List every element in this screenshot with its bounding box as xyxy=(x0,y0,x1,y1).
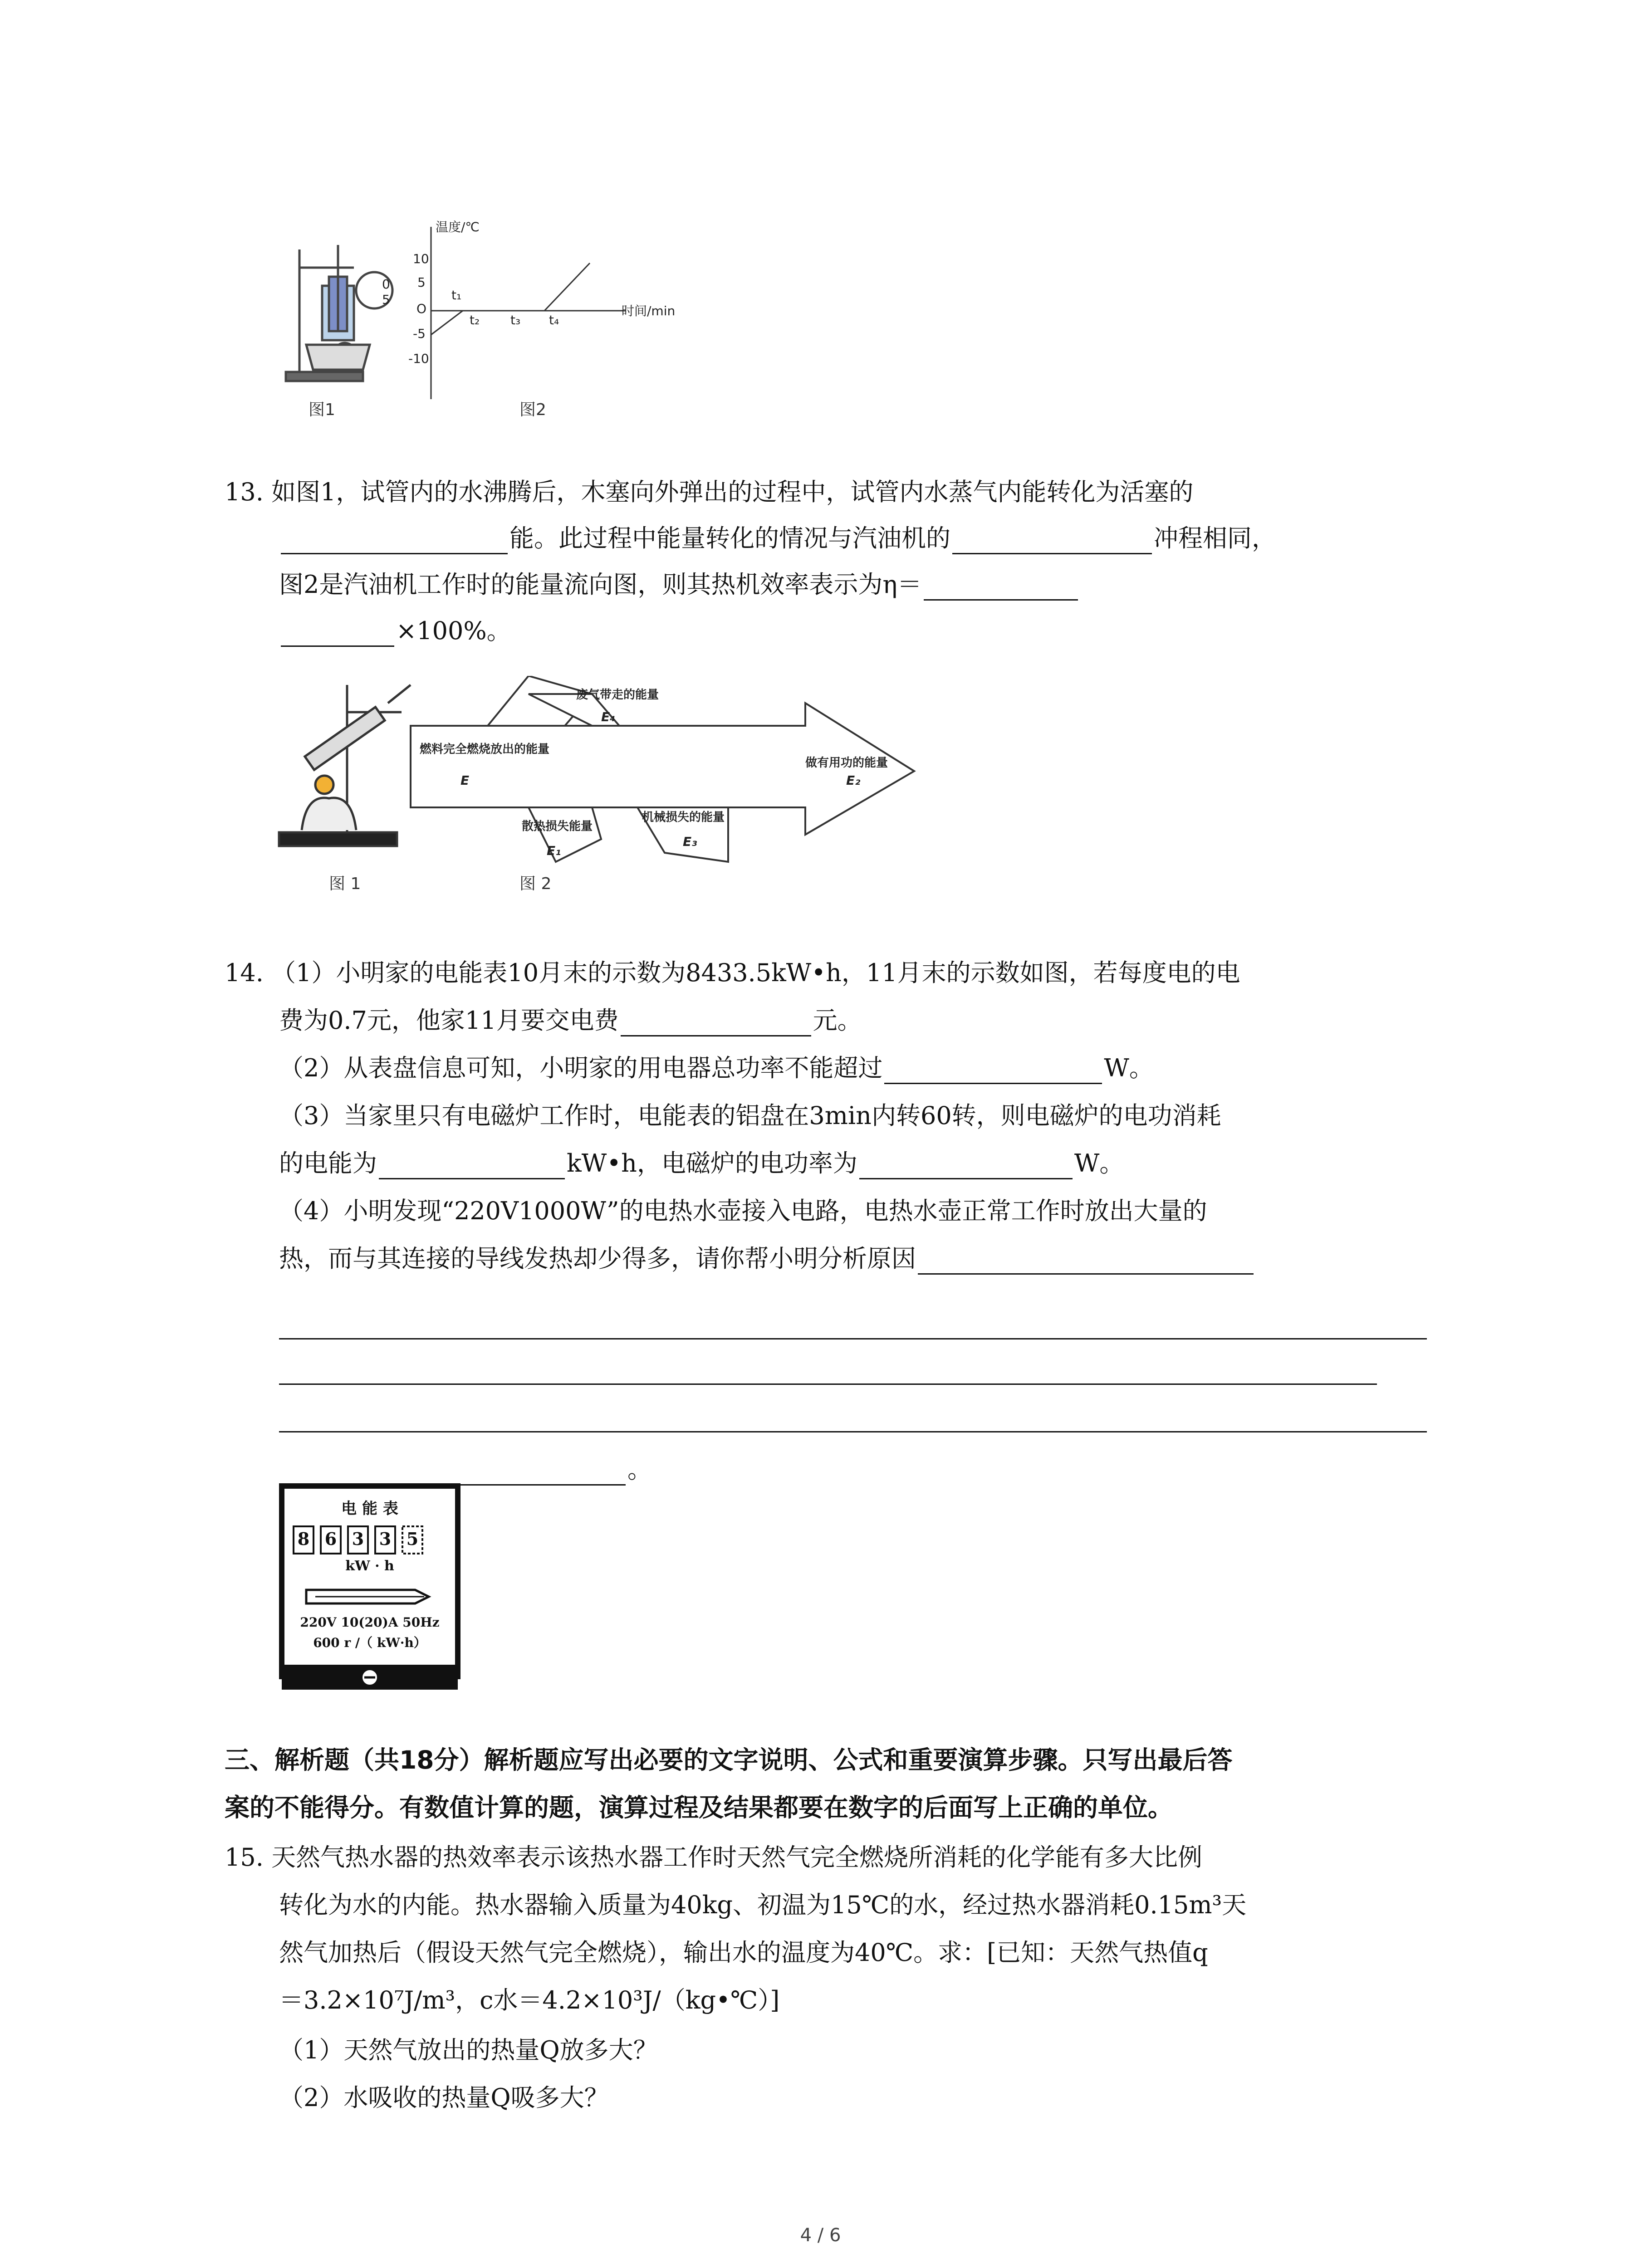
q14-text: （3）当家里只有电磁炉工作时，电能表的铝盘在3min内转60转，则电磁炉的电功消耗 xyxy=(279,1101,1221,1130)
answer-line[interactable] xyxy=(279,1431,1427,1432)
q14-line-3 xyxy=(279,1052,1154,1084)
energy-label: 燃料完全燃烧放出的能量 xyxy=(420,743,550,756)
answer-line[interactable] xyxy=(279,1383,1377,1385)
test-tube-apparatus-image xyxy=(279,685,411,846)
q13-line-1 xyxy=(225,476,1193,508)
answer-blank[interactable] xyxy=(281,620,394,647)
figure-caption: 图 2 xyxy=(519,875,552,893)
electricity-meter xyxy=(279,1483,460,1692)
t-label: t₃ xyxy=(510,313,521,327)
page-number: 4 / 6 xyxy=(800,2225,841,2246)
answer-blank[interactable] xyxy=(952,528,1152,554)
energy-symbol: E xyxy=(460,773,470,788)
y-tick: O xyxy=(416,301,427,316)
q15-text: ＝3.2×10⁷J/m³，c水＝4.2×10³J/（kg•℃）] xyxy=(279,1986,780,2014)
q13-text: 图2是汽油机工作时的能量流向图，则其热机效率表示为η＝ xyxy=(279,570,922,599)
meter-spec: 220V 10(20)A 50Hz xyxy=(300,1615,440,1630)
q13-line-4 xyxy=(279,615,511,647)
q13-figure xyxy=(274,676,923,903)
energy-label: 做有用功的能量 xyxy=(805,756,888,770)
question-number: 14. xyxy=(225,958,264,987)
energy-label: 废气带走的能量 xyxy=(576,688,659,702)
answer-blank[interactable] xyxy=(884,1057,1102,1084)
answer-blank[interactable] xyxy=(859,1153,1073,1179)
heating-apparatus-image xyxy=(286,245,392,381)
question-number: 13. xyxy=(225,478,264,506)
q14-text: 元。 xyxy=(813,1006,862,1035)
answer-blank[interactable] xyxy=(379,1153,565,1179)
section-heading: 三、解析题（共18分）解析题应写出必要的文字说明、公式和重要演算步骤。只写出最后答 xyxy=(225,1745,1233,1774)
q14-line-end xyxy=(279,1454,652,1486)
q15-text: 天然气热水器的热效率表示该热水器工作时天然气完全燃烧所消耗的化学能有多大比例 xyxy=(271,1843,1203,1872)
q14-text: 的电能为 xyxy=(279,1149,377,1178)
q13-line-2 xyxy=(279,523,1276,554)
q15-line-3 xyxy=(279,1937,1208,1969)
t-label: t₁ xyxy=(451,288,462,303)
q14-text: kW•h，电磁炉的电功率为 xyxy=(567,1149,857,1178)
figure-caption: 图 1 xyxy=(329,875,361,893)
q15-line-4 xyxy=(279,1984,779,2016)
meter-title: 电 能 表 xyxy=(341,1500,398,1518)
meter-unit: kW · h xyxy=(345,1558,394,1574)
top-figure xyxy=(272,209,817,422)
q14-text: 费为0.7元，他家11月要交电费 xyxy=(279,1006,619,1035)
q13-text: 如图1，试管内的水沸腾后，木塞向外弹出的过程中，试管内水蒸气内能转化为活塞的 xyxy=(271,478,1194,506)
energy-symbol: E₁ xyxy=(547,843,561,858)
answer-blank[interactable] xyxy=(281,1459,626,1486)
q14-text: W。 xyxy=(1074,1149,1124,1178)
q13-figure-drawing xyxy=(274,676,923,903)
energy-symbol: E₃ xyxy=(683,834,697,849)
answer-line[interactable] xyxy=(279,1338,1427,1339)
y-axis-label: 温度/℃ xyxy=(436,220,480,235)
figure-caption: 图1 xyxy=(309,401,335,419)
q14-line-2 xyxy=(279,1005,862,1036)
q13-line-3 xyxy=(279,569,1080,601)
meter-digit: 8 xyxy=(297,1529,310,1549)
svg-text:0: 0 xyxy=(382,277,390,292)
q14-text: 热，而与其连接的导线发热却少得多，请你帮小明分析原因 xyxy=(279,1244,916,1273)
answer-blank[interactable] xyxy=(621,1010,811,1036)
answer-blank[interactable] xyxy=(918,1248,1254,1275)
question-number: 15. xyxy=(225,1843,264,1872)
q14-text: （4）小明发现“220V1000W”的电热水壶接入电路，电热水壶正常工作时放出大量的 xyxy=(279,1197,1207,1225)
answer-blank[interactable] xyxy=(281,528,508,554)
y-tick: -10 xyxy=(408,351,429,366)
q14-text: 。 xyxy=(627,1455,652,1484)
svg-text:5: 5 xyxy=(382,292,390,307)
t-label: t₂ xyxy=(470,313,480,327)
q14-line-7 xyxy=(279,1243,1255,1275)
y-tick: -5 xyxy=(413,326,426,341)
q15-text: 然气加热后（假设天然气完全燃烧），输出水的温度为40℃。求：[已知：天然气热值q xyxy=(279,1938,1208,1967)
q14-line-1 xyxy=(225,957,1240,989)
q15-line-2 xyxy=(279,1889,1246,1921)
q14-line-4 xyxy=(279,1100,1221,1132)
q15-text: 转化为水的内能。热水器输入质量为40kg、初温为15℃的水，经过热水器消耗0.15m³天 xyxy=(279,1891,1247,1919)
meter-spec: 600 r /（ kW·h） xyxy=(313,1635,426,1650)
meter-digit: 3 xyxy=(379,1529,392,1549)
q15-text: （2）水吸收的热量Q吸多大？ xyxy=(279,2083,609,2112)
meter-digit: 6 xyxy=(324,1529,337,1549)
section-heading: 案的不能得分。有数值计算的题，演算过程及结果都要在数字的后面写上正确的单位。 xyxy=(225,1793,1173,1822)
x-axis-label: 时间/min xyxy=(622,303,676,318)
energy-symbol: E₂ xyxy=(846,773,861,788)
meter-digit: 3 xyxy=(352,1529,364,1549)
answer-blank[interactable] xyxy=(924,574,1078,601)
q15-text: （1）天然气放出的热量Q放多大？ xyxy=(279,2036,658,2064)
q14-text: （2）从表盘信息可知，小明家的用电器总功率不能超过 xyxy=(279,1054,883,1082)
q15-subquestion xyxy=(279,2034,658,2066)
q15-line-1 xyxy=(225,1842,1202,1873)
q13-text: ×100%。 xyxy=(396,616,511,645)
meter-digit: 5 xyxy=(406,1529,419,1549)
q15-subquestion xyxy=(279,2082,609,2114)
energy-label: 散热损失能量 xyxy=(522,820,593,833)
t-label: t₄ xyxy=(549,313,559,327)
q13-text: 冲程相同， xyxy=(1154,524,1276,552)
energy-symbol: E₄ xyxy=(601,709,616,724)
y-tick: 5 xyxy=(417,275,426,290)
q14-text: （1）小明家的电能表10月末的示数为8433.5kW•h，11月末的示数如图，若每度电的电 xyxy=(271,958,1240,987)
q14-line-5 xyxy=(279,1148,1124,1179)
q13-text: 能。此过程中能量转化的情况与汽油机的 xyxy=(509,524,950,552)
q14-text: W。 xyxy=(1104,1054,1154,1082)
top-figure-drawing xyxy=(272,209,817,422)
y-tick: 10 xyxy=(413,251,429,266)
energy-label: 机械损失的能量 xyxy=(642,811,725,824)
q14-line-6 xyxy=(279,1195,1207,1227)
temperature-graph xyxy=(431,227,626,399)
figure-caption: 图2 xyxy=(519,401,546,419)
